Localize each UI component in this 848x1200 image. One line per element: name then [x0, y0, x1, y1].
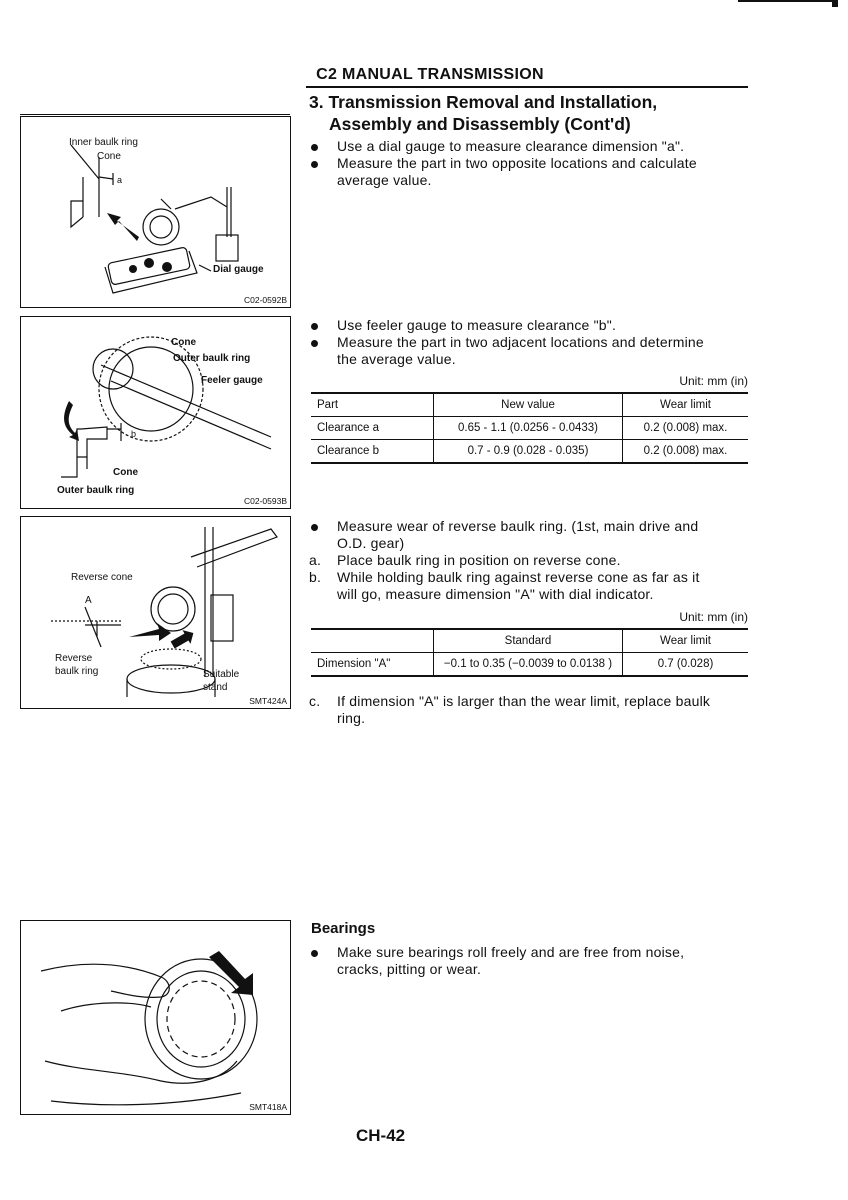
label-feeler-gauge: Feeler gauge [201, 375, 263, 386]
bearings-heading: Bearings [311, 920, 376, 937]
label-inner-baulk-ring: Inner baulk ring [69, 137, 138, 148]
table-header: Wear limit [623, 393, 749, 417]
figure-feeler-gauge-clearance-b [20, 316, 291, 509]
bullet-continuation: average value. [337, 172, 432, 188]
bearings-bullets [309, 944, 751, 978]
table-cell: Dimension "A" [311, 653, 434, 677]
block1-bullets [309, 138, 751, 189]
table-cell: 0.7 - 0.9 (0.028 - 0.035) [434, 440, 623, 464]
table-header [311, 629, 434, 653]
corner-rule [738, 0, 838, 2]
bullet-item: Use a dial gauge to measure clearance dimension "a". [309, 138, 751, 155]
bullet-icon [311, 950, 318, 957]
page-header: C2 MANUAL TRANSMISSION [316, 66, 544, 83]
table-header: New value [434, 393, 623, 417]
section-title-line1: 3. Transmission Removal and Installation, [309, 92, 658, 112]
label-cone: Cone [97, 151, 121, 162]
table-cell: 0.65 - 1.1 (0.0256 - 0.0433) [434, 417, 623, 440]
label-cone: Cone [171, 337, 196, 348]
table-row [311, 440, 748, 464]
bearing-hands-illustration [21, 921, 290, 1114]
dial-indicator-illustration [21, 517, 290, 708]
label-b: b [131, 429, 137, 439]
dial-gauge-illustration [21, 117, 290, 307]
bullet-continuation: cracks, pitting or wear. [337, 961, 482, 977]
label-cone-lower: Cone [113, 467, 138, 478]
bullet-item: Measure wear of reverse baulk ring. (1st, main drive and [309, 518, 751, 535]
table-cell: −0.1 to 0.35 (−0.0039 to 0.0138 ) [434, 653, 623, 677]
corner-mark [832, 2, 838, 7]
bullet-icon [311, 524, 318, 531]
section-title [309, 91, 749, 135]
table-cell: Clearance a [311, 417, 434, 440]
unit-label: Unit: mm (in) [679, 610, 748, 624]
label-reverse: Reverse [55, 653, 93, 664]
section-title-line2: Assembly and Disassembly (Cont'd) [329, 114, 631, 134]
figure-reverse-baulk-ring-dimension [20, 516, 291, 709]
table-header: Part [311, 393, 434, 417]
label-reverse-cone: Reverse cone [71, 572, 133, 583]
table-header: Standard [434, 629, 623, 653]
table-row [311, 653, 748, 677]
step-b-continuation: will go, measure dimension "A" with dial indicator. [337, 586, 654, 602]
bullet-item: Measure the part in two adjacent locations and determine [309, 334, 751, 351]
label-dimension-a: A [85, 595, 92, 606]
label-stand: stand [203, 682, 228, 693]
label-dial-gauge: Dial gauge [213, 264, 264, 275]
bullet-icon [311, 161, 318, 168]
bullet-continuation: O.D. gear) [337, 535, 405, 551]
left-rule [20, 114, 290, 115]
bullet-continuation: the average value. [337, 351, 456, 367]
block2-bullets [309, 317, 751, 368]
bullet-item: Measure the part in two opposite locations and calculate [309, 155, 751, 172]
table-header: Wear limit [623, 629, 749, 653]
header-rule [306, 86, 748, 88]
table-cell: 0.7 (0.028) [623, 653, 749, 677]
label-outer-baulk-ring-lower: Outer baulk ring [57, 485, 135, 496]
feeler-gauge-illustration [21, 317, 290, 508]
step-b: b. While holding baulk ring against reverse cone as far as it [309, 569, 700, 585]
table-cell: Clearance b [311, 440, 434, 464]
table-cell: 0.2 (0.008) max. [623, 440, 749, 464]
label-suitable: Suitable [203, 669, 240, 680]
unit-label: Unit: mm (in) [679, 374, 748, 388]
label-a: a [117, 175, 123, 185]
figure-code: SMT418A [249, 1102, 287, 1112]
bullet-item: Use feeler gauge to measure clearance "b". [309, 317, 751, 334]
dimension-table [311, 628, 748, 677]
label-baulk-ring: baulk ring [55, 666, 99, 677]
page-number: CH-42 [356, 1126, 406, 1145]
figure-code: SMT424A [249, 696, 287, 706]
figure-code: C02-0593B [243, 496, 287, 506]
label-outer-baulk-ring: Outer baulk ring [173, 353, 251, 364]
table-header-row [311, 629, 748, 653]
step-a: a. Place baulk ring in position on reverse cone. [309, 552, 621, 568]
bullet-icon [311, 144, 318, 151]
bullet-item: Make sure bearings roll freely and are free from noise, [309, 944, 751, 961]
table-header-row [311, 393, 748, 417]
block3-steps [309, 518, 751, 603]
figure-bearing-check [20, 920, 291, 1115]
figure-dial-gauge-clearance-a [20, 116, 291, 308]
figure-code: C02-0592B [243, 295, 287, 305]
bullet-icon [311, 323, 318, 330]
table-cell: 0.2 (0.008) max. [623, 417, 749, 440]
table-row [311, 417, 748, 440]
step-c: c. If dimension "A" is larger than the wear limit, replace baulk ring. [309, 693, 711, 726]
clearance-table [311, 392, 748, 464]
bullet-icon [311, 340, 318, 347]
